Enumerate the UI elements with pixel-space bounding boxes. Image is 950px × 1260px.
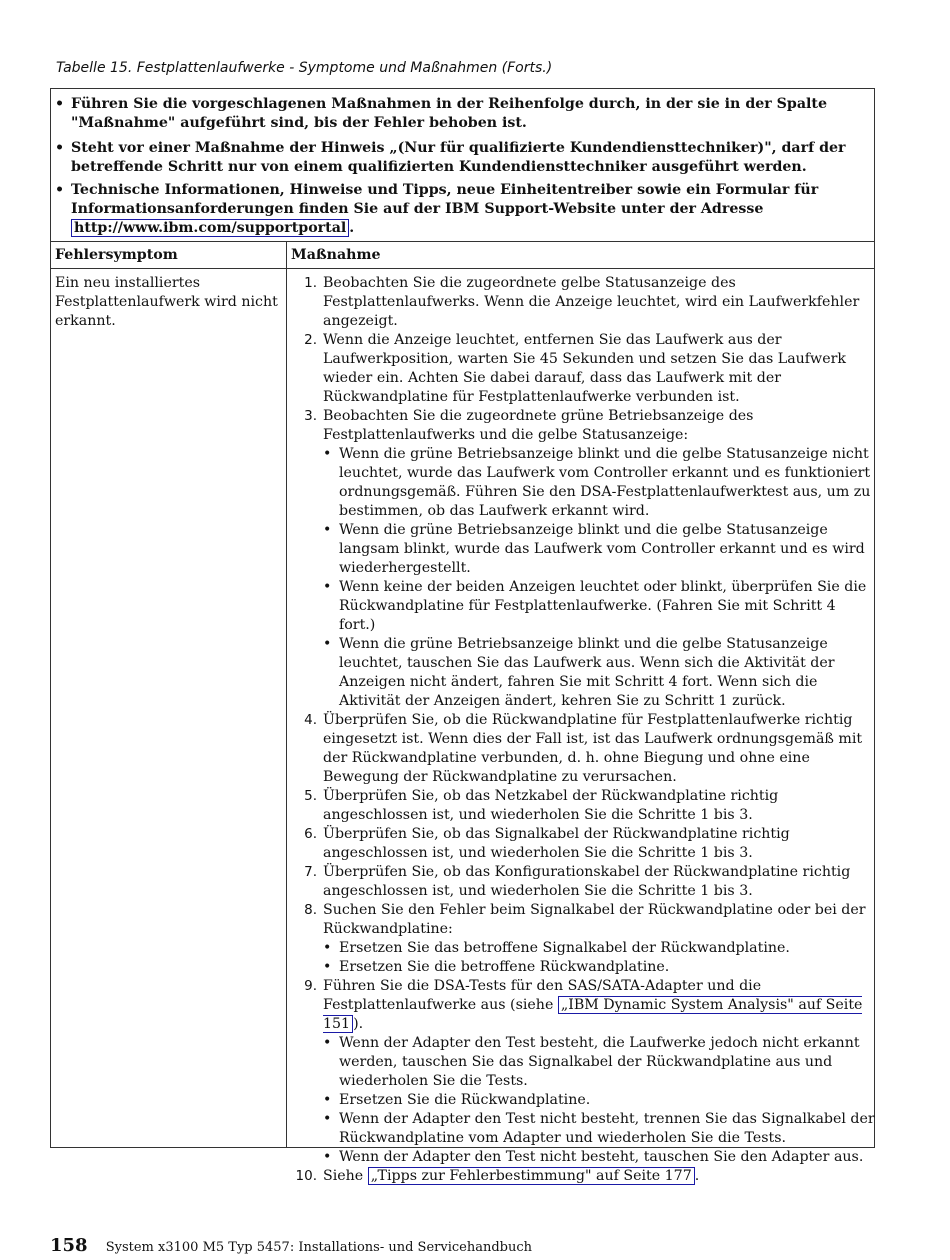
step-item: 2. Wenn die Anzeige leuchtet, entfernen Sie das Laufwerk aus der Laufwerkposition, warten Sie 45 Sekunden und setzen Sie das Laufwerk wieder ein. Achten Sie dabei darauf, dass das Laufwerk mit der Rückwandplatine für Festplattenlaufwerke verbunden ist. [304,332,846,405]
step-item: 4. Überprüfen Sie, ob die Rückwandplatine für Festplattenlaufwerke richtig eingesetzt ist. Wenn dies der Fall ist, ist das Laufwerk ordnungsgemäß mit der Rückwandplatine verbunden, d. h. ohne Biegung und ohne eine Bewegung der Rückwandplatine zu verursachen. [304,712,863,785]
sub-bullet: • Wenn der Adapter den Test nicht besteht, trennen Sie das Signalkabel der Rückwandplatine vom Adapter und wiederholen Sie die Tests. [323,1111,875,1146]
sub-bullet: • Wenn der Adapter den Test nicht besteht, tauschen Sie den Adapter aus. [323,1149,864,1165]
bullet-icon: • [323,1111,332,1127]
footer-title: System x3100 M5 Typ 5457: Installations- und Servicehandbuch [105,1240,532,1255]
sub-bullet: • Ersetzen Sie die Rückwandplatine. [323,1092,591,1108]
header-symptom: Fehlersymptom [55,247,178,263]
page-number: 158 [50,1235,88,1256]
bullet-icon: • [323,636,332,652]
table-caption: Tabelle 15. Festplattenlaufwerke - Symptome und Maßnahmen (Forts.) [56,60,553,76]
bullet-icon: • [323,1149,332,1165]
symptom-text: Ein neu installiertes Festplattenlaufwerk wird nicht erkannt. [55,275,278,329]
bullet-icon: • [323,579,332,595]
step-item: 8. Suchen Sie den Fehler beim Signalkabel der Rückwandplatine oder bei der Rückwandplatine: • Ersetzen Sie das betroffene Signalkabel der Rückwandplatine. • Ersetzen Sie die betroffene Rückwandplatine. [295,901,875,977]
step-item: 3. Beobachten Sie die zugeordnete grüne Betriebsanzeige des Festplattenlaufwerks und die gelbe Statusanzeige: • Wenn die grüne Betriebsanzeige blinkt und die gelbe Statusanzeige nicht leuchtet, wurde das Laufwerk vom Controller erkannt und es funktioniert ordnungsgemäß. Führen Sie den DSA-Festplattenlaufwerktest aus, um zu bestimmen, ob das Laufwerk erkannt wird. • Wenn die grüne Betriebsanzeige blinkt und die gelbe Statusanzeige langsam blinkt, wurde das Laufwerk vom Controller erkannt und es wird wiederhergestellt. • Wenn keine der beiden Anzeigen leuchtet oder blinkt, überprüfen Sie die Rückwandplatine für Festplattenlaufwerke. (Fahren Sie mit Schritt 4 fort.) • Wenn die grüne Betriebsanzeige blinkt und die gelbe Statusanzeige leuchtet, tauschen Sie das Laufwerk aus. Wenn sich die Aktivität der Anzeigen nicht ändert, fahren Sie mit Schritt 4 fort. Wenn sich die Aktivität der Anzeigen ändert, kehren Sie zu Schritt 1 zurück. [295,407,875,711]
step-item: 6. Überprüfen Sie, ob das Signalkabel der Rückwandplatine richtig angeschlossen ist, und wiederholen Sie die Schritte 1 bis 3. [304,826,790,861]
bullet-icon: • [323,1035,332,1051]
step-item: 9. Führen Sie die DSA-Tests für den SAS/SATA-Adapter und die Festplattenlaufwerke aus (siehe „IBM Dynamic System Analysis" auf Seite 151 ). • Wenn der Adapter den Test besteht, die Laufwerke jedoch nicht erkannt werden, tauschen Sie das Signalkabel der Rückwandplatine aus und wiederholen Sie die Tests. • Ersetzen Sie die Rückwandplatine. • Wenn der Adapter den Test nicht besteht, trennen Sie das Signalkabel der Rückwandplatine vom Adapter und wiederholen Sie die Tests. • Wenn der Adapter den Test nicht besteht, tauschen Sie den Adapter aus. [304,978,875,1165]
header-action: Maßnahme [291,247,381,263]
bullet-icon: • [323,522,332,538]
bullet-icon: • [323,959,332,975]
symptom-table [50,88,875,1184]
support-link[interactable]: http://www.ibm.com/supportportal [71,219,349,237]
page-footer [50,1235,532,1256]
bullet-icon: • [323,446,332,462]
note-item: • Technische Informationen, Hinweise und Tipps, neue Einheitentreiber sowie ein Formular für Informationsanforderungen finden Sie auf der IBM Support-Website unter der Adresse http://www.ibm.com/supportportal . [55,182,819,236]
table-header [51,242,874,269]
sub-bullet: • Ersetzen Sie das betroffene Signalkabel der Rückwandplatine. [323,940,790,956]
sub-bullet: • Wenn die grüne Betriebsanzeige blinkt und die gelbe Statusanzeige nicht leuchtet, wurde das Laufwerk vom Controller erkannt und es funktioniert ordnungsgemäß. Führen Sie den DSA-Festplattenlaufwerktest aus, um zu bestimmen, ob das Laufwerk erkannt wird. [323,446,871,519]
action-steps [295,274,875,1186]
step-item: 7. Überprüfen Sie, ob das Konfigurationskabel der Rückwandplatine richtig angeschlossen ist, und wiederholen Sie die Schritte 1 bis 3. [304,864,851,899]
note-item: • Steht vor einer Maßnahme der Hinweis „(Nur für qualifizierte Kundendiensttechniker)", darf der betreffende Schritt nur von einem qualifizierten Kundendiensttechniker ausgeführt werden. [55,140,846,175]
sub-bullet: • Wenn die grüne Betriebsanzeige blinkt und die gelbe Statusanzeige leuchtet, tauschen Sie das Laufwerk aus. Wenn sich die Aktivität der Anzeigen nicht ändert, fahren Sie mit Schritt 4 fort. Wenn sich die Aktivität der Anzeigen ändert, kehren Sie zu Schritt 1 zurück. [323,636,835,709]
bullet-icon: • [323,940,332,956]
bullet-icon: • [55,182,65,198]
step-item: 5. Überprüfen Sie, ob das Netzkabel der Rückwandplatine richtig angeschlossen ist, und wiederholen Sie die Schritte 1 bis 3. [304,788,779,823]
table-notes [51,89,874,242]
bullet-icon: • [55,96,65,112]
sub-bullet: • Ersetzen Sie die betroffene Rückwandplatine. [323,959,670,975]
tips-link[interactable]: „Tipps zur Fehlerbestimmung" auf Seite 177 [368,1167,695,1185]
dsa-link[interactable]: „IBM Dynamic System Analysis" auf Seite 151 [323,997,863,1032]
step-item: 1. Beobachten Sie die zugeordnete gelbe Statusanzeige des Festplattenlaufwerks. Wenn die Anzeige leuchtet, wird ein Laufwerkfehler angezeigt. [304,275,860,329]
step-item: 10. Siehe „Tipps zur Fehlerbestimmung" auf Seite 177 . [295,1168,700,1184]
bullet-icon: • [323,1092,332,1108]
note-item: • Führen Sie die vorgeschlagenen Maßnahmen in der Reihenfolge durch, in der sie in der Spalte "Maßnahme" aufgeführt sind, bis der Fehler behoben ist. [55,96,828,131]
sub-bullet: • Wenn die grüne Betriebsanzeige blinkt und die gelbe Statusanzeige langsam blinkt, wurde das Laufwerk vom Controller erkannt und es wird wiederhergestellt. [323,522,865,576]
sub-bullet: • Wenn keine der beiden Anzeigen leuchtet oder blinkt, überprüfen Sie die Rückwandplatine für Festplattenlaufwerke. (Fahren Sie mit Schritt 4 fort.) [323,579,867,633]
sub-bullet: • Wenn der Adapter den Test besteht, die Laufwerke jedoch nicht erkannt werden, tauschen Sie das Signalkabel der Rückwandplatine aus und wiederholen Sie die Tests. [323,1035,860,1089]
column-divider [286,242,287,1147]
bullet-icon: • [55,140,65,156]
